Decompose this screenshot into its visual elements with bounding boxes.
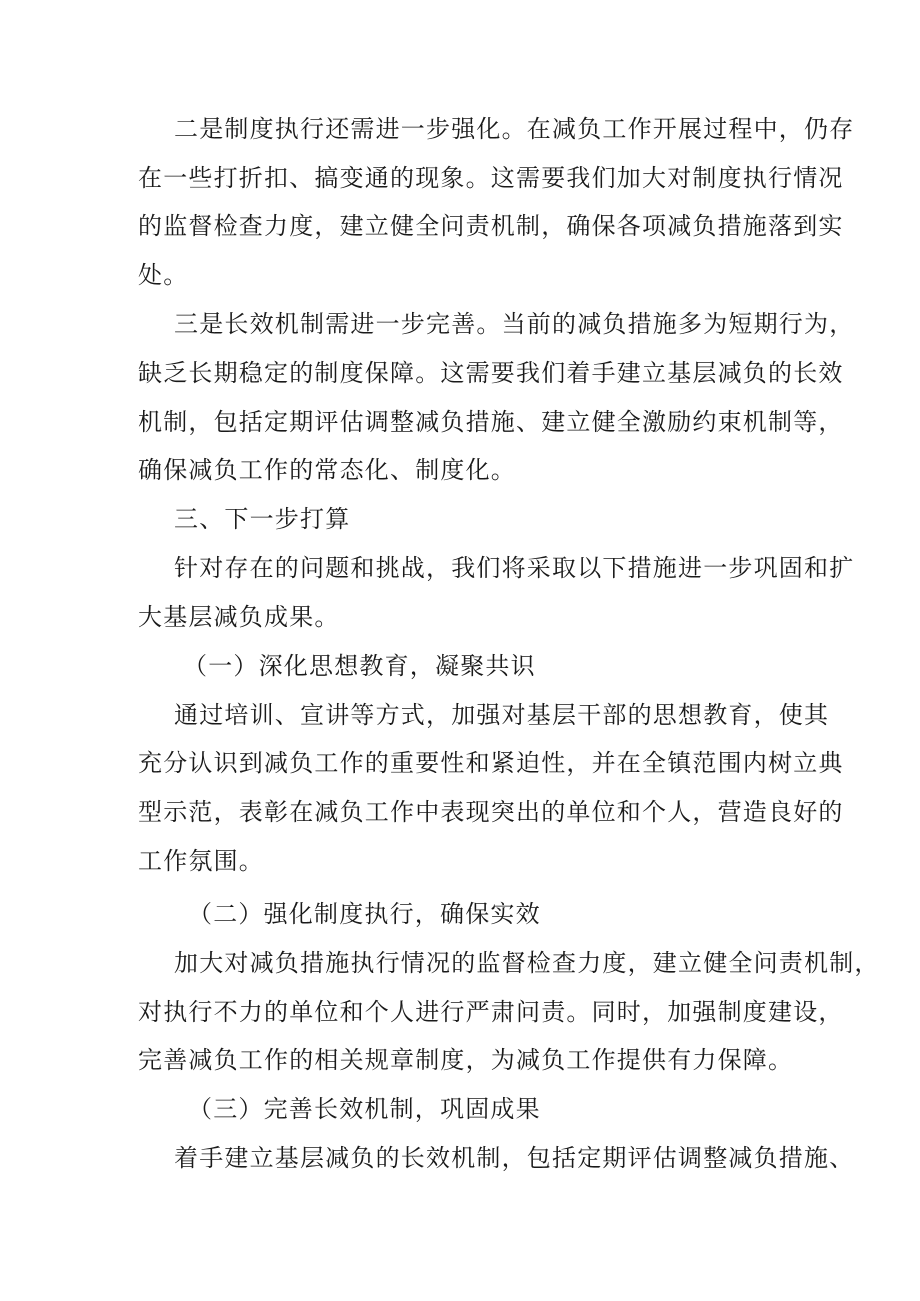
text-line: 加大对减负措施执行情况的监督检查力度，建立健全问责机制，	[174, 949, 880, 977]
text-line: 缺乏长期稳定的制度保障。这需要我们着手建立基层减负的长效	[138, 359, 844, 387]
subsection-heading: （一）深化思想教育，凝聚共识	[183, 652, 536, 680]
text-line: 完善减负工作的相关规章制度，为减负工作提供有力保障。	[138, 1046, 794, 1074]
text-line: 处。	[138, 261, 189, 289]
text-line: 着手建立基层减负的长效机制，包括定期评估调整减负措施、	[174, 1144, 855, 1172]
text-line: 大基层减负成果。	[138, 603, 340, 631]
subsection-heading: （二）强化制度执行，确保实效	[188, 900, 541, 928]
subsection-heading: （三）完善长效机制，巩固成果	[188, 1095, 541, 1123]
text-line: 二是制度执行还需进一步强化。在减负工作开展过程中，仍存	[174, 115, 855, 143]
section-heading: 三、下一步打算	[174, 505, 351, 533]
text-line: 机制，包括定期评估调整减负措施、建立健全激励约束机制等，	[138, 408, 844, 436]
text-line: 对执行不力的单位和个人进行严肃问责。同时，加强制度建设，	[138, 998, 844, 1026]
text-line: 通过培训、宣讲等方式，加强对基层干部的思想教育，使其	[174, 701, 830, 729]
text-line: 的监督检查力度，建立健全问责机制，确保各项减负措施落到实	[138, 212, 844, 240]
text-line: 型示范，表彰在减负工作中表现突出的单位和个人，营造良好的	[138, 798, 844, 826]
text-line: 针对存在的问题和挑战，我们将采取以下措施进一步巩固和扩	[174, 554, 855, 582]
text-line: 确保减负工作的常态化、制度化。	[138, 456, 516, 484]
text-line: 工作氛围。	[138, 847, 264, 875]
text-line: 三是长效机制需进一步完善。当前的减负措施多为短期行为，	[174, 310, 855, 338]
text-line: 充分认识到减负工作的重要性和紧迫性，并在全镇范围内树立典	[138, 749, 844, 777]
text-line: 在一些打折扣、搞变通的现象。这需要我们加大对制度执行情况	[138, 164, 844, 192]
